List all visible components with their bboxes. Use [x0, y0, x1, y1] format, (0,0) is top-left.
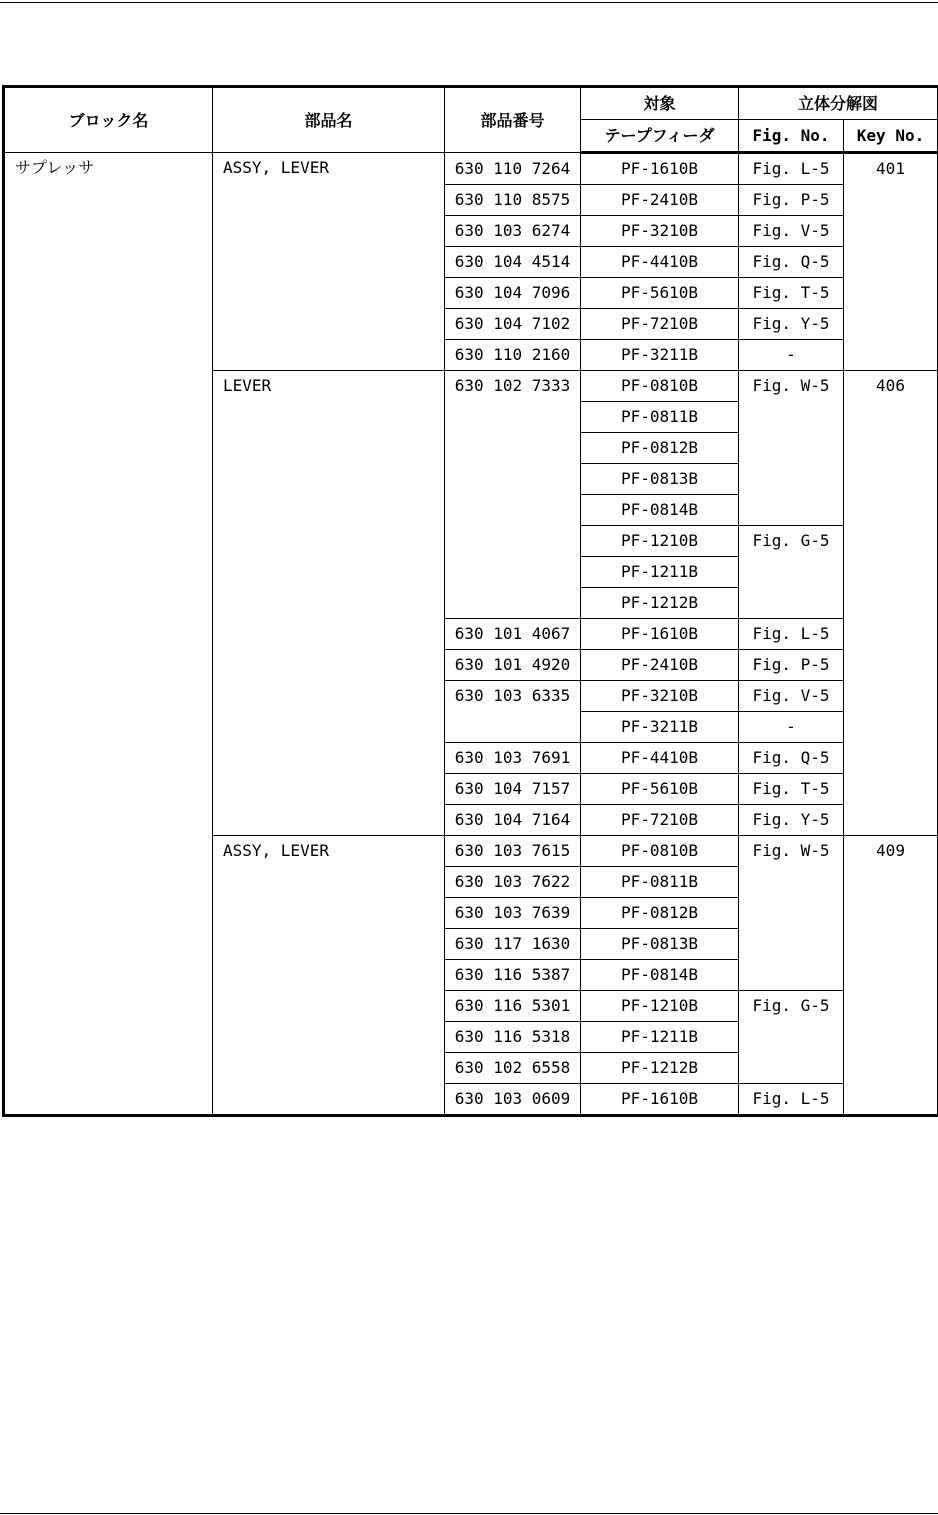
- part-number-cell: 630 103 7622: [445, 867, 581, 898]
- part-number-cell: 630 116 5301: [445, 991, 581, 1022]
- feeder-cell: PF-3211B: [581, 340, 739, 371]
- part-number-cell: 630 103 7615: [445, 836, 581, 867]
- feeder-cell: PF-0812B: [581, 433, 739, 464]
- table-header: [4, 87, 938, 153]
- part-number-cell: 630 103 7639: [445, 898, 581, 929]
- fig-no-cell: -: [739, 712, 844, 743]
- feeder-cell: PF-0811B: [581, 402, 739, 433]
- table-body: [4, 153, 938, 1116]
- feeder-cell: PF-0810B: [581, 371, 739, 402]
- feeder-cell: PF-1212B: [581, 1053, 739, 1084]
- fig-no-cell: Fig. T-5: [739, 278, 844, 309]
- block-name-cell: サプレッサ: [4, 153, 213, 1116]
- header-key-no: Key No.: [844, 120, 938, 153]
- feeder-cell: PF-4410B: [581, 743, 739, 774]
- part-number-cell: 630 104 7164: [445, 805, 581, 836]
- fig-no-cell: Fig. Q-5: [739, 247, 844, 278]
- part-number-cell: 630 101 4067: [445, 619, 581, 650]
- fig-no-cell: Fig. Y-5: [739, 805, 844, 836]
- table-row: [4, 153, 938, 185]
- feeder-cell: PF-7210B: [581, 309, 739, 340]
- key-no-cell: 406: [844, 371, 938, 836]
- part-number-cell: 630 101 4920: [445, 650, 581, 681]
- header-part-number: 部品番号: [445, 87, 581, 153]
- fig-no-cell: Fig. T-5: [739, 774, 844, 805]
- feeder-cell: PF-2410B: [581, 650, 739, 681]
- part-number-cell: 630 104 7102: [445, 309, 581, 340]
- fig-no-cell: Fig. Y-5: [739, 309, 844, 340]
- fig-no-cell: Fig. G-5: [739, 526, 844, 619]
- part-number-cell: 630 104 4514: [445, 247, 581, 278]
- header-target-bottom: テープフィーダ: [581, 120, 739, 153]
- part-number-cell: 630 103 0609: [445, 1084, 581, 1116]
- fig-no-cell: -: [739, 340, 844, 371]
- feeder-cell: PF-3210B: [581, 216, 739, 247]
- feeder-cell: PF-1212B: [581, 588, 739, 619]
- feeder-cell: PF-1610B: [581, 619, 739, 650]
- fig-no-cell: Fig. L-5: [739, 1084, 844, 1116]
- feeder-cell: PF-0811B: [581, 867, 739, 898]
- feeder-cell: PF-0814B: [581, 960, 739, 991]
- part-number-cell: 630 102 6558: [445, 1053, 581, 1084]
- header-fig-no: Fig. No.: [739, 120, 844, 153]
- part-number-cell: 630 103 7691: [445, 743, 581, 774]
- part-number-cell: 630 103 6335: [445, 681, 581, 743]
- part-number-cell: 630 104 7096: [445, 278, 581, 309]
- parts-table: [2, 85, 938, 1117]
- feeder-cell: PF-0814B: [581, 495, 739, 526]
- header-target-top: 対象: [581, 87, 739, 120]
- fig-no-cell: Fig. W-5: [739, 836, 844, 991]
- feeder-cell: PF-2410B: [581, 185, 739, 216]
- feeder-cell: PF-0812B: [581, 898, 739, 929]
- feeder-cell: PF-4410B: [581, 247, 739, 278]
- header-part-name: 部品名: [213, 87, 445, 153]
- fig-no-cell: Fig. V-5: [739, 216, 844, 247]
- feeder-cell: PF-1210B: [581, 991, 739, 1022]
- fig-no-cell: Fig. L-5: [739, 619, 844, 650]
- header-exploded-view: 立体分解図: [739, 87, 938, 120]
- feeder-cell: PF-1610B: [581, 153, 739, 185]
- feeder-cell: PF-1610B: [581, 1084, 739, 1116]
- feeder-cell: PF-5610B: [581, 278, 739, 309]
- fig-no-cell: Fig. W-5: [739, 371, 844, 526]
- fig-no-cell: Fig. P-5: [739, 650, 844, 681]
- fig-no-cell: Fig. G-5: [739, 991, 844, 1084]
- fig-no-cell: Fig. P-5: [739, 185, 844, 216]
- top-rule: [0, 2, 938, 3]
- part-number-cell: 630 104 7157: [445, 774, 581, 805]
- part-number-cell: 630 116 5318: [445, 1022, 581, 1053]
- feeder-cell: PF-0813B: [581, 929, 739, 960]
- part-name-cell: ASSY, LEVER: [213, 836, 445, 1116]
- feeder-cell: PF-1211B: [581, 557, 739, 588]
- feeder-cell: PF-1211B: [581, 1022, 739, 1053]
- key-no-cell: 401: [844, 153, 938, 371]
- feeder-cell: PF-1210B: [581, 526, 739, 557]
- key-no-cell: 409: [844, 836, 938, 1116]
- feeder-cell: PF-0810B: [581, 836, 739, 867]
- part-name-cell: ASSY, LEVER: [213, 153, 445, 371]
- header-block-name: ブロック名: [4, 87, 213, 153]
- fig-no-cell: Fig. Q-5: [739, 743, 844, 774]
- feeder-cell: PF-3210B: [581, 681, 739, 712]
- part-number-cell: 630 116 5387: [445, 960, 581, 991]
- part-number-cell: 630 110 2160: [445, 340, 581, 371]
- part-number-cell: 630 110 8575: [445, 185, 581, 216]
- part-number-cell: 630 117 1630: [445, 929, 581, 960]
- bottom-rule: [0, 1513, 938, 1514]
- feeder-cell: PF-0813B: [581, 464, 739, 495]
- feeder-cell: PF-7210B: [581, 805, 739, 836]
- part-number-cell: 630 103 6274: [445, 216, 581, 247]
- feeder-cell: PF-5610B: [581, 774, 739, 805]
- part-name-cell: LEVER: [213, 371, 445, 836]
- part-number-cell: 630 102 7333: [445, 371, 581, 619]
- fig-no-cell: Fig. V-5: [739, 681, 844, 712]
- fig-no-cell: Fig. L-5: [739, 153, 844, 185]
- feeder-cell: PF-3211B: [581, 712, 739, 743]
- part-number-cell: 630 110 7264: [445, 153, 581, 185]
